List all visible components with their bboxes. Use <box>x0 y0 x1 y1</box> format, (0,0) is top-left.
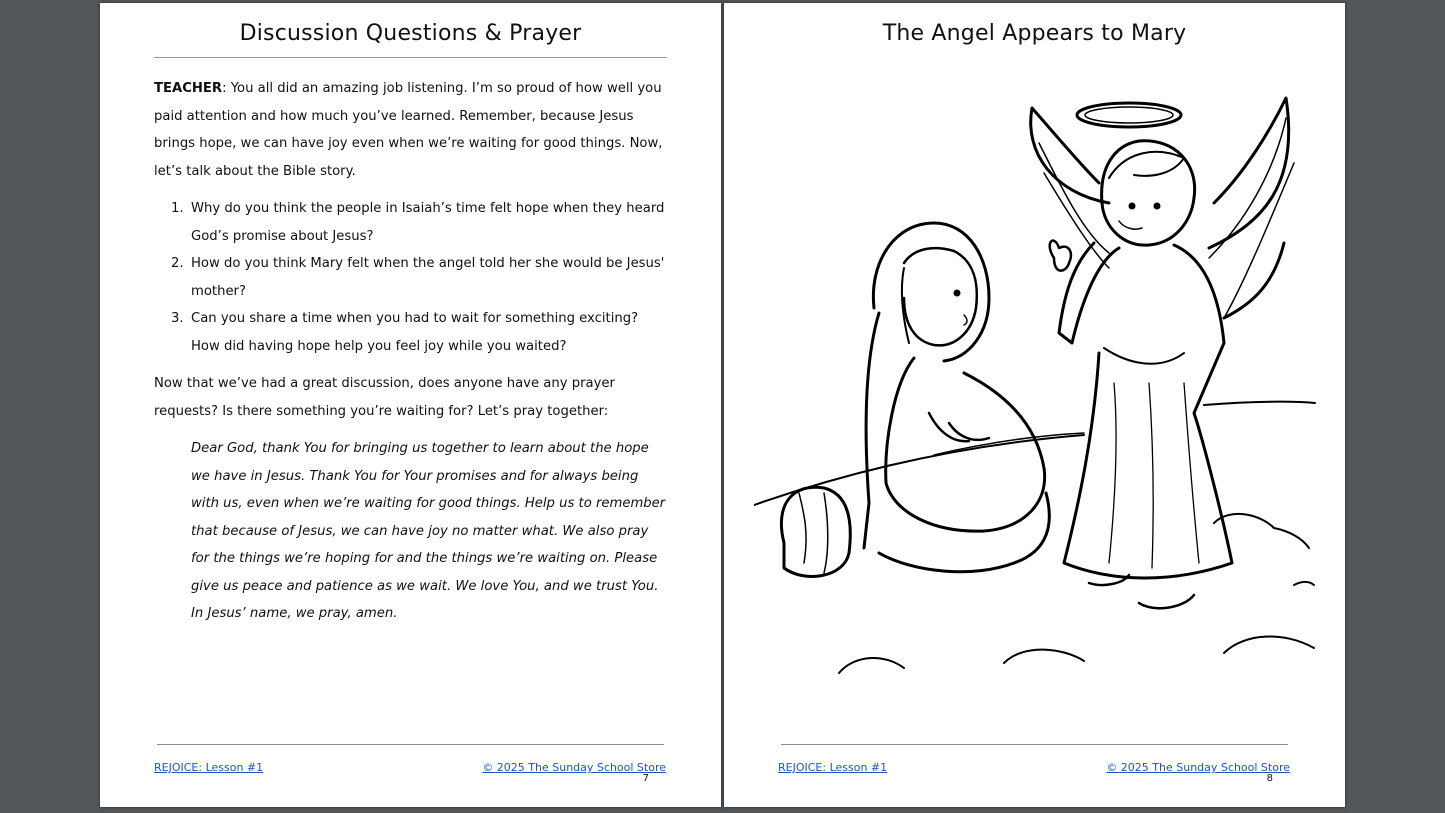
footer-divider <box>781 744 1288 745</box>
footer-copyright-link[interactable]: © 2025 The Sunday School Store <box>482 761 666 774</box>
question-item <box>154 305 667 360</box>
teacher-text: : You all did an amazing job listening. I’m so proud of how well you paid attention and how much you’ve learned. Remember, because Jesus brings hope, we can have joy even when we’re waiting for good things. Now, let’s talk about the Bible story. <box>154 81 663 179</box>
footer-lesson-link[interactable]: REJOICE: Lesson #1 <box>778 761 888 774</box>
footer-copyright-link[interactable]: © 2025 The Sunday School Store <box>1106 761 1290 774</box>
page-right <box>724 3 1345 807</box>
page-title: The Angel Appears to Mary <box>882 21 1187 46</box>
footer-lesson-link[interactable]: REJOICE: Lesson #1 <box>154 761 264 774</box>
footer-divider <box>157 744 664 745</box>
question-text: Can you share a time when you had to wait for something exciting? How did having hope help you feel joy while you waited? <box>191 311 639 354</box>
page-number: 8 <box>1266 773 1273 784</box>
question-number: 1. <box>171 201 184 216</box>
question-text: How do you think Mary felt when the angel told her she would be Jesus' mother? <box>191 256 665 299</box>
discussion-questions <box>154 195 667 360</box>
title-divider <box>154 57 667 58</box>
prayer-text: Dear God, thank You for bringing us together to learn about the hope we have in Jesus. Thank You for Your promises and for always being with us, even when we’re waiting for good things. Help us to remember that because of Jesus, we can have joy no matter what. We also pray for the things we’re hoping for and the things we’re waiting on. Please give us peace and patience as we wait. We love You, and we trust You. In Jesus’ name, we pray, amen. <box>191 441 666 621</box>
teacher-label: TEACHER <box>154 81 223 96</box>
question-text: Why do you think the people in Isaiah’s time felt hope when they heard God’s promise about Jesus? <box>191 201 665 244</box>
teacher-paragraph <box>154 75 667 185</box>
question-number: 2. <box>171 256 184 271</box>
prayer-intro: Now that we’ve had a great discussion, does anyone have any prayer requests? Is there something you’re waiting for? Let’s pray together: <box>154 376 615 419</box>
question-number: 3. <box>171 311 184 326</box>
page-left <box>100 3 721 807</box>
lesson-body <box>154 75 667 638</box>
question-item <box>154 195 667 250</box>
page-number: 7 <box>642 773 649 784</box>
page-title: Discussion Questions & Prayer <box>239 21 582 46</box>
coloring-illustration <box>754 83 1319 683</box>
question-item <box>154 250 667 305</box>
